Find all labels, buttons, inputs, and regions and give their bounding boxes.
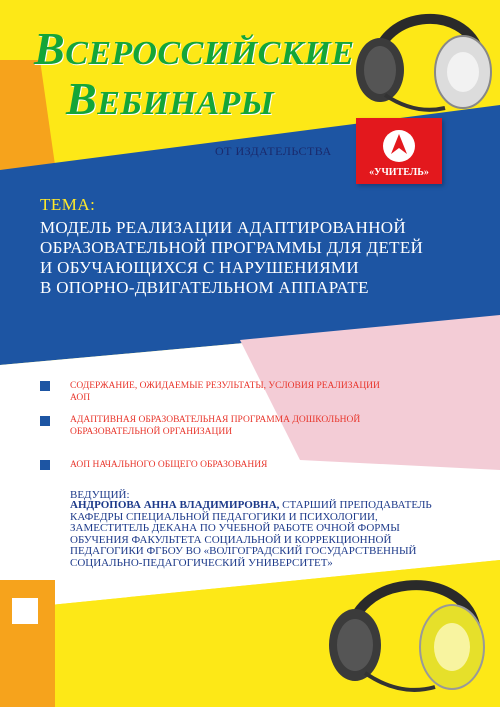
headset-icon-top: [345, 0, 495, 125]
list-item-line: АОП НАЧАЛЬНОГО ОБЩЕГО ОБРАЗОВАНИЯ: [70, 460, 268, 470]
list-item: [70, 459, 400, 471]
list-item-line: ОБРАЗОВАТЕЛЬНОЙ ОРГАНИЗАЦИИ: [70, 427, 233, 437]
title-initial-1: В: [34, 23, 66, 74]
publisher-logo: [356, 118, 442, 184]
list-item-line: СОДЕРЖАНИЕ, ОЖИДАЕМЫЕ РЕЗУЛЬТАТЫ, УСЛОВИЯ РЕАЛИЗАЦИИ АОП: [70, 381, 380, 403]
publisher-label: ОТ ИЗДАТЕЛЬСТВА: [215, 144, 332, 158]
list-item-line: АДАПТИВНАЯ ОБРАЗОВАТЕЛЬНАЯ ПРОГРАММА ДОШКОЛЬНОЙ: [70, 415, 361, 425]
topic-text: [40, 218, 480, 298]
title-rest-1: СЕРОССИЙСКИЕ: [65, 35, 355, 72]
host-label: ВЕДУЩИЙ:: [70, 489, 130, 501]
title-line-2: [66, 72, 274, 125]
topic-line: МОДЕЛЬ РЕАЛИЗАЦИИ АДАПТИРОВАННОЙ: [40, 218, 406, 237]
topic-line: ОБРАЗОВАТЕЛЬНОЙ ПРОГРАММЫ ДЛЯ ДЕТЕЙ: [40, 238, 424, 257]
host-line: СОЦИАЛЬНО-ПЕДАГОГИЧЕСКИЙ УНИВЕРСИТЕТ»: [70, 556, 333, 569]
host-first-line: [70, 500, 470, 512]
host-name: АНДРОПОВА АННА ВЛАДИМИРОВНА,: [70, 499, 280, 511]
title-initial-2: В: [66, 73, 98, 124]
logo-emblem-icon: [356, 122, 442, 172]
white-square: [12, 598, 38, 624]
host-info: [70, 500, 470, 569]
topic-line: В ОПОРНО-ДВИГАТЕЛЬНОМ АППАРАТЕ: [40, 278, 369, 297]
topic-label: ТЕМА:: [40, 195, 96, 214]
logo-text: «УЧИТЕЛЬ»: [369, 167, 429, 178]
bullet-icon: [40, 416, 50, 426]
title-rest-2: ЕБИНАРЫ: [97, 85, 275, 122]
host-line: КАФЕДРЫ СПЕЦИАЛЬНОЙ ПЕДАГОГИКИ И ПСИХОЛОГИИ,: [70, 510, 378, 523]
list-item: [70, 380, 400, 404]
title-line-1: [34, 22, 355, 75]
list-item: [70, 414, 400, 438]
headset-icon-bottom: [320, 565, 490, 707]
host-title-start: СТАРШИЙ ПРЕПОДАВАТЕЛЬ: [279, 499, 432, 511]
host-line: ЗАМЕСТИТЕЛЬ ДЕКАНА ПО УЧЕБНОЙ РАБОТЕ ОЧНОЙ ФОРМЫ: [70, 522, 400, 534]
host-line: ОБУЧЕНИЯ ФАКУЛЬТЕТА СОЦИАЛЬНОЙ И КОРРЕКЦИОННОЙ: [70, 533, 392, 546]
topic-line: И ОБУЧАЮЩИХСЯ С НАРУШЕНИЯМИ: [40, 258, 359, 277]
bullet-icon: [40, 460, 50, 470]
bullet-icon: [40, 381, 50, 391]
host-line: ПЕДАГОГИКИ ФГБОУ ВО «ВОЛГОГРАДСКИЙ ГОСУДАРСТВЕННЫЙ: [70, 545, 417, 557]
